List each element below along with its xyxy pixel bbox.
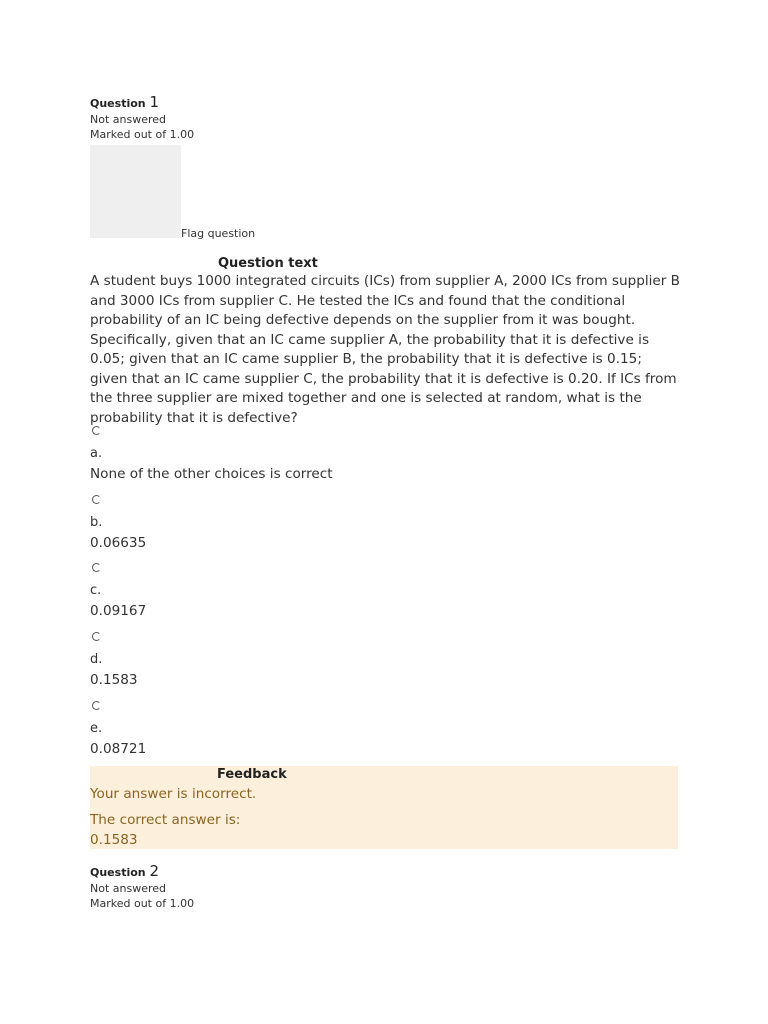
answer-letter: b. <box>90 515 103 530</box>
answer-option-d[interactable] <box>90 632 490 690</box>
question-marks: Marked out of 1.00 <box>90 897 195 910</box>
question-text: A student buys 1000 integrated circuits (ICs) from supplier A, 2000 ICs from supplier B and 3000 ICs from supplier C. He tested the ICs and found that the conditional probability of an IC being defective depends on the supplier from it was bought. Specifically, given that an IC came supplier A, the probability that it is defective is 0.05; given that an IC came supplier B, the probability that it is defective is 0.15; given that an IC came supplier C, the probability that it is defective is 0.20. If ICs from the three supplier are mixed together and one is selected at random, what is the probability that it is defective? <box>90 273 681 426</box>
answer-text: 0.06635 <box>90 535 147 551</box>
radio-button[interactable] <box>92 495 101 504</box>
answer-letter: a. <box>90 446 103 461</box>
flag-question-link[interactable]: Flag question <box>181 227 256 240</box>
answer-option-b[interactable] <box>90 495 490 553</box>
answer-text: 0.09167 <box>90 603 147 619</box>
question-label: Question <box>90 97 146 110</box>
radio-button[interactable] <box>92 701 101 710</box>
question-label: Question <box>90 866 146 879</box>
answer-text: None of the other choices is correct <box>90 466 333 482</box>
answer-letter: c. <box>90 583 102 598</box>
question-status: Not answered <box>90 882 167 895</box>
question-number: 1 <box>149 93 159 111</box>
answer-letter: d. <box>90 652 103 667</box>
radio-button[interactable] <box>92 426 101 435</box>
answer-option-e[interactable] <box>90 701 490 759</box>
question-text-title: Question text <box>218 256 318 271</box>
radio-button[interactable] <box>92 563 101 572</box>
correct-answer-label: The correct answer is: <box>90 812 241 828</box>
answer-letter: e. <box>90 721 103 736</box>
radio-button[interactable] <box>92 632 101 641</box>
question-marks: Marked out of 1.00 <box>90 128 195 141</box>
feedback-result: Your answer is incorrect. <box>90 786 257 802</box>
answer-text: 0.08721 <box>90 741 147 757</box>
question-2-info <box>90 863 290 911</box>
correct-answer-value: 0.1583 <box>90 832 138 848</box>
feedback-box <box>90 766 678 849</box>
question-1-heading <box>90 94 290 112</box>
answer-text: 0.1583 <box>90 672 138 688</box>
flag-icon[interactable] <box>90 145 181 238</box>
question-status: Not answered <box>90 113 167 126</box>
answer-option-a[interactable] <box>90 426 490 484</box>
question-1-info <box>90 94 290 142</box>
question-2-heading <box>90 863 290 881</box>
answer-option-c[interactable] <box>90 563 490 621</box>
question-number: 2 <box>149 862 159 880</box>
feedback-title: Feedback <box>217 767 287 782</box>
